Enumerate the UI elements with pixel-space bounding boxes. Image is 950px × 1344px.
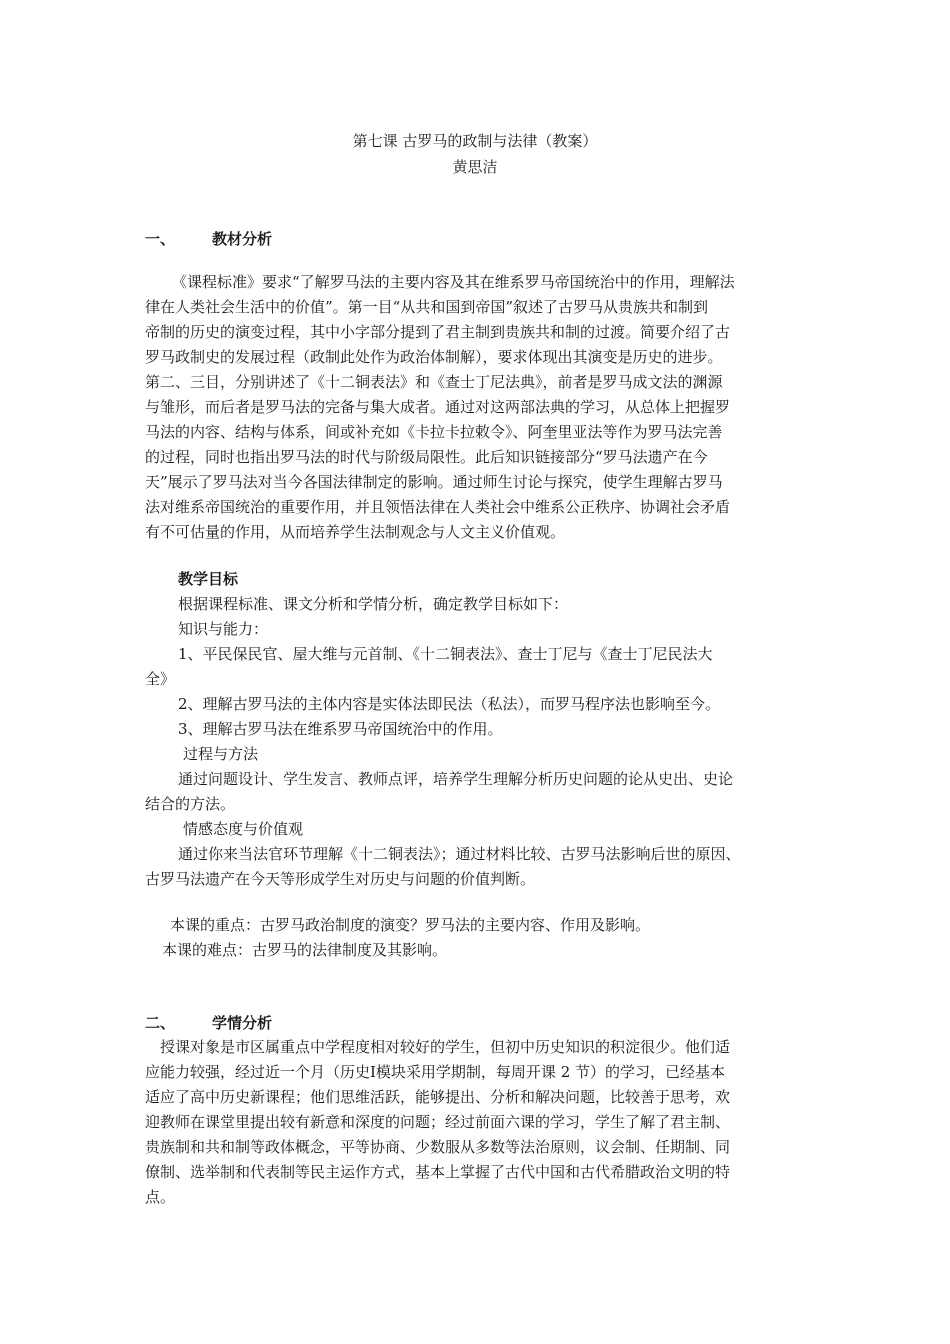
- document-title: 第七课 古罗马的政制与法律（教案）: [352, 132, 598, 150]
- emotion-label: 情感态度与价值观: [183, 820, 304, 838]
- paragraph-line: 适应了高中历史新课程；他们思维活跃，能够提出、分析和解决问题，比较善于思考，欢: [145, 1088, 731, 1106]
- emotion-text-cont: 古罗马法遗产在今天等形成学生对历史与问题的价值判断。: [145, 870, 536, 888]
- difficulty-point: 本课的难点：古罗马的法律制度及其影响。: [162, 941, 448, 959]
- knowledge-item-2: 2、理解古罗马法的主体内容是实体法即民法（私法），而罗马程序法也影响至今。: [178, 695, 721, 713]
- section-label: 教材分析: [212, 230, 273, 248]
- paragraph-line: 《课程标准》要求“了解罗马法的主要内容及其在维系罗马帝国统治中的作用，理解法: [172, 273, 735, 291]
- paragraph-line: 迎教师在课堂里提出较有新意和深度的问题；经过前面六课的学习，学生了解了君主制、: [145, 1113, 731, 1131]
- section-label: 学情分析: [212, 1014, 273, 1032]
- section-number: 二、: [145, 1014, 176, 1032]
- paragraph-line: 与雏形，而后者是罗马法的完备与集大成者。通过对这两部法典的学习，从总体上把握罗: [145, 398, 731, 416]
- section-heading-student-analysis: [145, 1012, 272, 1033]
- paragraph-line: 僚制、选举制和代表制等民主运作方式，基本上掌握了古代中国和古代希腊政治文明的特: [145, 1163, 731, 1181]
- knowledge-item-3: 3、理解古罗马法在维系罗马帝国统治中的作用。: [178, 720, 503, 738]
- paragraph-line: 法对维系帝国统治的重要作用，并且领悟法律在人类社会中维系公正秩序、协调社会矛盾: [145, 498, 731, 516]
- paragraph-line: 有不可估量的作用，从而培养学生法制观念与人文主义价值观。: [145, 523, 566, 541]
- knowledge-label: 知识与能力：: [178, 620, 269, 638]
- paragraph-line: 的过程，同时也指出罗马法的时代与阶级局限性。此后知识链接部分“罗马法遗产在今: [145, 448, 708, 466]
- paragraph-line: 马法的内容、结构与体系，间或补充如《卡拉卡拉敕令》、阿奎里亚法等作为罗马法完善: [145, 423, 723, 441]
- paragraph-line: 应能力较强，经过近一个月（历史Ⅰ模块采用学期制，每周开课 2 节）的学习，已经基本: [145, 1063, 726, 1081]
- document-author: 黄思洁: [452, 158, 498, 176]
- key-point: 本课的重点：古罗马政治制度的演变？罗马法的主要内容、作用及影响。: [170, 916, 651, 934]
- section-heading-textbook-analysis: [145, 228, 272, 249]
- paragraph-line: 律在人类社会生活中的价值”。第一目“从共和国到帝国”叙述了古罗马从贵族共和制到: [145, 298, 709, 316]
- knowledge-item-1-cont: 全》: [145, 670, 176, 688]
- process-text-cont: 结合的方法。: [145, 795, 236, 813]
- knowledge-item-1: 1、平民保民官、屋大维与元首制、《十二铜表法》、查士丁尼与《查士丁尼民法大: [178, 645, 713, 663]
- goals-heading: 教学目标: [178, 570, 239, 588]
- goals-intro: 根据课程标准、课文分析和学情分析，确定教学目标如下：: [178, 595, 569, 613]
- process-text: 通过问题设计、学生发言、教师点评，培养学生理解分析历史问题的论从史出、史论: [178, 770, 734, 788]
- process-label: 过程与方法: [183, 745, 259, 763]
- paragraph-line: 第二、三目，分别讲述了《十二铜表法》和《查士丁尼法典》，前者是罗马成文法的渊源: [145, 373, 723, 391]
- paragraph-line: 帝制的历史的演变过程，其中小字部分提到了君主制到贵族共和制的过渡。简要介绍了古: [145, 323, 731, 341]
- emotion-text: 通过你来当法官环节理解《十二铜表法》；通过材料比较、古罗马法影响后世的原因、: [178, 845, 741, 863]
- paragraph-line: 点。: [145, 1188, 176, 1206]
- paragraph-line: 罗马政制史的发展过程（政制此处作为政治体制解），要求体现出其演变是历史的进步。: [145, 348, 723, 366]
- paragraph-line: 授课对象是市区属重点中学程度相对较好的学生，但初中历史知识的积淀很少。他们适: [160, 1038, 731, 1056]
- paragraph-line: 天”展示了罗马法对当今各国法律制定的影响。通过师生讨论与探究，使学生理解古罗马: [145, 473, 723, 491]
- paragraph-line: 贵族制和共和制等政体概念，平等协商、少数服从多数等法治原则，议会制、任期制、同: [145, 1138, 731, 1156]
- section-number: 一、: [145, 230, 176, 248]
